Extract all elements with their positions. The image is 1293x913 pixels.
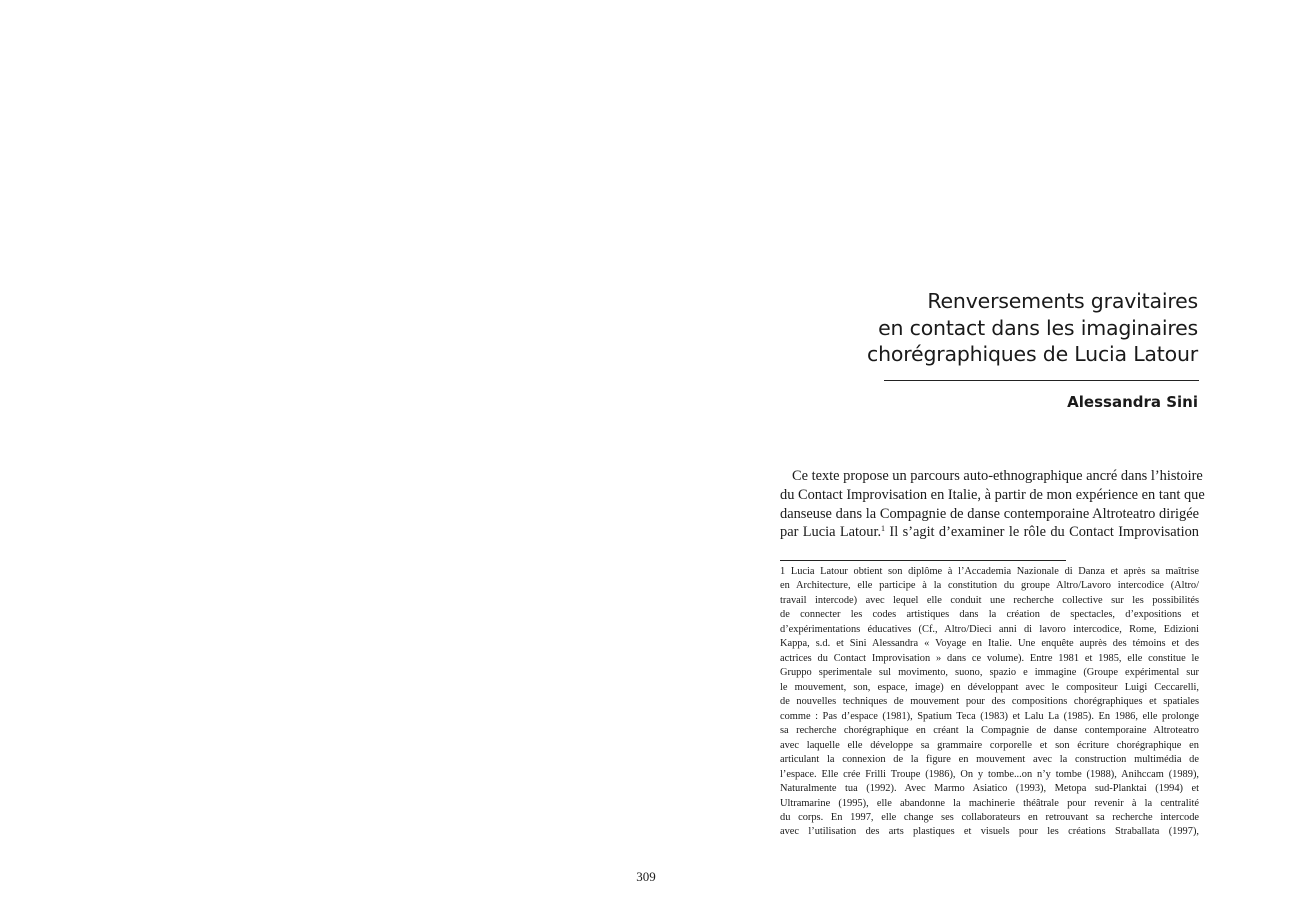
chapter-title-line: Renversements gravitaires xyxy=(927,289,1198,313)
footnote xyxy=(780,565,1199,840)
title-divider xyxy=(884,380,1199,381)
page-number-text: 309 xyxy=(636,869,656,884)
page-number xyxy=(0,869,1293,885)
footnote-line: du corps. En 1997, elle change ses collaborateurs en retrouvant sa recherche intercode xyxy=(780,811,1199,823)
body-line xyxy=(780,523,1199,542)
footnote-line: sa recherche chorégraphique en créant la Compagnie de danse contemporaine Altroteatro xyxy=(780,725,1199,737)
footnote-line: en Architecture, elle participe à la constitution du groupe Altro/Lavoro intercodice (Altro/ xyxy=(780,580,1199,592)
footnote-line: 1 Lucia Latour obtient son diplôme à l’Accademia Nazionale di Danza et après sa maîtrise xyxy=(780,566,1199,577)
body-line: danseuse dans la Compagnie de danse contemporaine Altroteatro dirigée xyxy=(780,505,1199,522)
chapter-title xyxy=(778,288,1198,368)
body-paragraph xyxy=(780,467,1205,542)
footnote-line: actrices du Contact Improvisation » dans ce volume). Entre 1981 et 1985, elle constitue le xyxy=(780,652,1199,664)
body-line: du Contact Improvisation en Italie, à partir de mon expérience en tant que xyxy=(780,486,1205,503)
footnote-line: travail intercode) avec lequel elle conduit une recherche collective sur les possibilités xyxy=(780,594,1199,606)
footnote-line: l’espace. Elle crée Frilli Troupe (1986), On y tombe...on n’y tombe (1988), Anihccam (1989), xyxy=(780,768,1199,780)
footnote-line: avec laquelle elle développe sa grammaire corporelle et son écriture chorégraphique en xyxy=(780,739,1199,751)
footnote-ref[interactable]: 1 xyxy=(881,524,886,534)
footnote-divider xyxy=(780,560,1066,561)
footnote-line: comme : Pas d’espace (1981), Spatium Teca (1983) et Lalu La (1985). En 1986, elle prolonge xyxy=(780,710,1199,722)
footnote-line: Gruppo sperimentale sul movimento, suono, spazio e immagine (Groupe expérimental sur xyxy=(780,667,1199,679)
footnote-line: d’expérimentations éducatives (Cf., Altro/Dieci anni di lavoro intercodice, Rome, Edizioni xyxy=(780,623,1199,635)
author-name: Alessandra Sini xyxy=(1067,393,1198,411)
footnote-line: Naturalmente tua (1992). Avec Marmo Asiatico (1993), Metopa sud-Planktai (1994) et xyxy=(780,783,1199,795)
chapter-title-line: en contact dans les imaginaires xyxy=(878,315,1198,340)
footnote-line: Ultramarine (1995), elle abandonne la machinerie théâtrale pour revenir à la centralité xyxy=(780,797,1199,809)
footnote-line: articulant la connexion de la figure en mouvement avec la construction multimédia de xyxy=(780,754,1199,766)
footnote-line: Kappa, s.d. et Sini Alessandra « Voyage en Italie. Une enquête auprès des témoins et des xyxy=(780,638,1199,650)
body-line-text: par Lucia Latour. xyxy=(780,524,882,541)
footnote-line: de nouvelles techniques de mouvement pour des compositions chorégraphiques et spatiales xyxy=(780,696,1199,708)
chapter-title-line: chorégraphiques de Lucia Latour xyxy=(867,342,1198,366)
body-line-text: Il s’agit d’examiner le rôle du Contact Improvisation xyxy=(885,524,1199,541)
footnote-line: de connecter les codes artistiques dans la création de spectacles, d’expositions et xyxy=(780,609,1199,621)
body-line: Ce texte propose un parcours auto-ethnographique ancré dans l’histoire xyxy=(792,468,1203,484)
footnote-line: le mouvement, son, espace, image) en développant avec le compositeur Luigi Ceccarelli, xyxy=(780,681,1199,693)
footnote-line: avec l’utilisation des arts plastiques et visuels pour les créations Straballata (1997), xyxy=(780,826,1199,838)
